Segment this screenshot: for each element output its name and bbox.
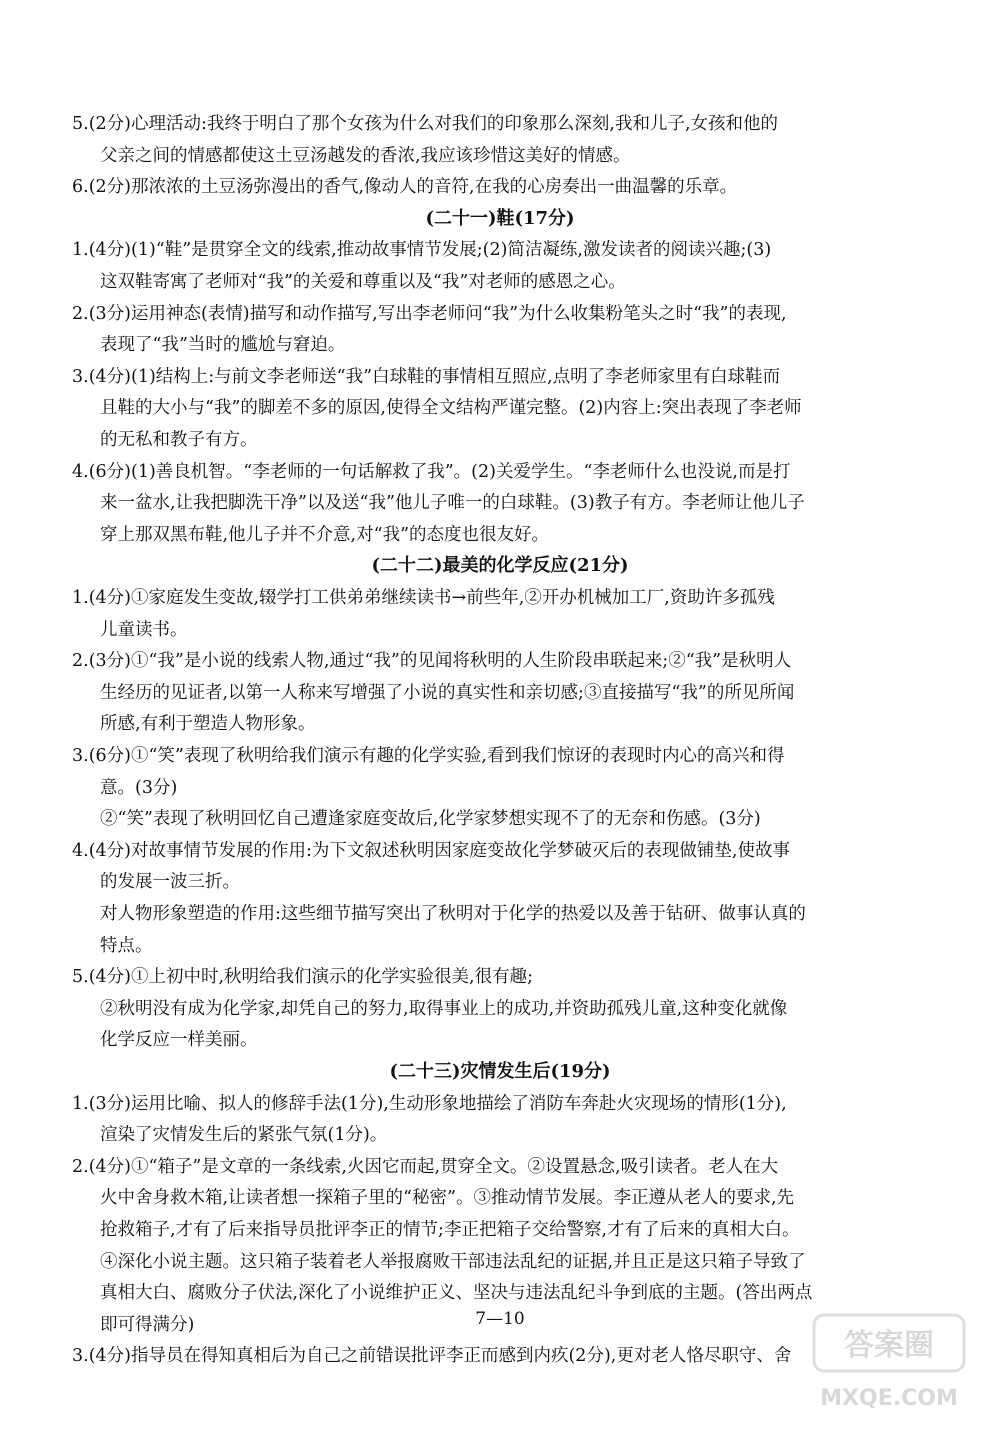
- section-heading: (二十一)鞋(17分): [425, 208, 575, 229]
- answer-line: 1.(4分)①家庭发生变故,辍学打工供弟弟继续读书→前些年,②开办机械加工厂,资助许多孤残: [72, 588, 775, 608]
- answer-continuation-line: ②“笑”表现了秋明回忆自己遭逢家庭变故后,化学家梦想实现不了的无奈和伤感。(3分): [100, 809, 761, 829]
- answer-continuation-line: 意。(3分): [100, 778, 178, 798]
- answer-line: 3.(4分)(1)结构上:与前文李老师送“我”白球鞋的事情相互照应,点明了李老师家里有白球鞋而: [72, 367, 781, 387]
- page-number: 7—10: [475, 1309, 525, 1329]
- answer-continuation-line: 穿上那双黑布鞋,他儿子并不介意,对“我”的态度也很友好。: [100, 525, 550, 545]
- answer-continuation-line: 所感,有利于塑造人物形象。: [100, 714, 316, 734]
- watermark-logo: [806, 1303, 976, 1423]
- answer-continuation-line: 表现了“我”当时的尴尬与窘迫。: [100, 335, 346, 355]
- answer-line: 3.(6分)①“笑”表现了秋明给我们演示有趣的化学实验,看到我们惊讶的表现时内心的高兴和得: [72, 746, 785, 766]
- answer-line: 3.(4分)指导员在得知真相后为自己之前错误批评李正而感到内疚(2分),更对老人恪尽职守、舍: [72, 1346, 792, 1366]
- section-heading: (二十二)最美的化学反应(21分): [371, 555, 629, 576]
- answer-continuation-line: 特点。: [100, 936, 153, 956]
- answer-line: 2.(3分)①“我”是小说的线索人物,通过“我”的见闻将秋明的人生阶段串联起来;②“我”是秋明人: [72, 651, 792, 671]
- answer-continuation-line: 的无私和教子有方。: [100, 430, 258, 450]
- answer-continuation-line: 渲染了灾情发生后的紧张气氛(1分)。: [100, 1125, 388, 1145]
- answer-continuation-line: 且鞋的大小与“我”的脚差不多的原因,使得全文结构严谨完整。(2)内容上:突出表现了李老师: [100, 398, 802, 418]
- answer-continuation-line: 化学反应一样美丽。: [100, 1030, 258, 1050]
- answer-continuation-line: 生经历的见证者,以第一人称来写增强了小说的真实性和亲切感;③直接描写“我”的所见所闻: [100, 683, 795, 703]
- answer-line: 4.(6分)(1)善良机智。“李老师的一句话解救了我”。(2)关爱学生。“李老师什么也没说,而是打: [72, 462, 791, 482]
- answer-line: 5.(2分)心理活动:我终于明白了那个女孩为什么对我们的印象那么深刻,我和儿子,女孩和他的: [72, 114, 779, 134]
- watermark-bottom-text: MXQE.COM: [820, 1386, 958, 1411]
- answer-continuation-line: 这双鞋寄寓了老师对“我”的关爱和尊重以及“我”对老师的感恩之心。: [100, 272, 626, 292]
- answer-continuation-line: ④深化小说主题。这只箱子装着老人举报腐败干部违法乱纪的证据,并且正是这只箱子导致了: [100, 1252, 806, 1272]
- section-heading: (二十三)灾情发生后(19分): [389, 1061, 611, 1082]
- answer-line: 2.(3分)运用神态(表情)描写和动作描写,写出李老师问“我”为什么收集粉笔头之时“我”的表现,: [72, 304, 787, 324]
- answer-continuation-line: 火中舍身救木箱,让读者想一探箱子里的“秘密”。③推动情节发展。李正遵从老人的要求,先: [100, 1188, 795, 1208]
- answer-continuation-line: 抢救箱子,才有了后来指导员批评李正的情节;李正把箱子交给警察,才有了后来的真相大白。: [100, 1220, 800, 1240]
- watermark-top-text: 答案圈: [844, 1328, 934, 1363]
- answer-continuation-line: 真相大白、腐败分子伏法,深化了小说维护正义、坚决与违法乱纪斗争到底的主题。(答出两点: [100, 1283, 813, 1303]
- answer-continuation-line: 对人物形象塑造的作用:这些细节描写突出了秋明对于化学的热爱以及善于钻研、做事认真的: [100, 904, 806, 924]
- answer-line: 1.(4分)(1)“鞋”是贯穿全文的线索,推动故事情节发展;(2)简洁凝练,激发读者的阅读兴趣;(3): [72, 240, 772, 260]
- answer-continuation-line: 父亲之间的情感都使这土豆汤越发的香浓,我应该珍惜这美好的情感。: [100, 146, 631, 166]
- answer-continuation-line: 的发展一波三折。: [100, 872, 240, 892]
- answer-continuation-line: ②秋明没有成为化学家,却凭自己的努力,取得事业上的成功,并资助孤残儿童,这种变化就像: [100, 999, 788, 1019]
- answer-line: 1.(3分)运用比喻、拟人的修辞手法(1分),生动形象地描绘了消防车奔赴火灾现场的情形(1分),: [72, 1094, 787, 1114]
- answer-continuation-line: 即可得满分): [100, 1315, 195, 1335]
- answer-line: 4.(4分)对故事情节发展的作用:为下文叙述秋明因家庭变故化学梦破灭后的表现做铺垫,使故事: [72, 841, 790, 861]
- answer-continuation-line: 来一盆水,让我把脚洗干净”以及送“我”他儿子唯一的白球鞋。(3)教子有方。李老师让他儿子: [100, 493, 805, 513]
- answer-line: 2.(4分)①“箱子”是文章的一条线索,火因它而起,贯穿全文。②设置悬念,吸引读者。老人在大: [72, 1157, 779, 1177]
- answer-line: 5.(4分)①上初中时,秋明给我们演示的化学实验很美,很有趣;: [72, 967, 534, 987]
- answer-continuation-line: 儿童读书。: [100, 620, 188, 640]
- answer-line: 6.(2分)那浓浓的土豆汤弥漫出的香气,像动人的音符,在我的心房奏出一曲温馨的乐章。: [72, 177, 738, 197]
